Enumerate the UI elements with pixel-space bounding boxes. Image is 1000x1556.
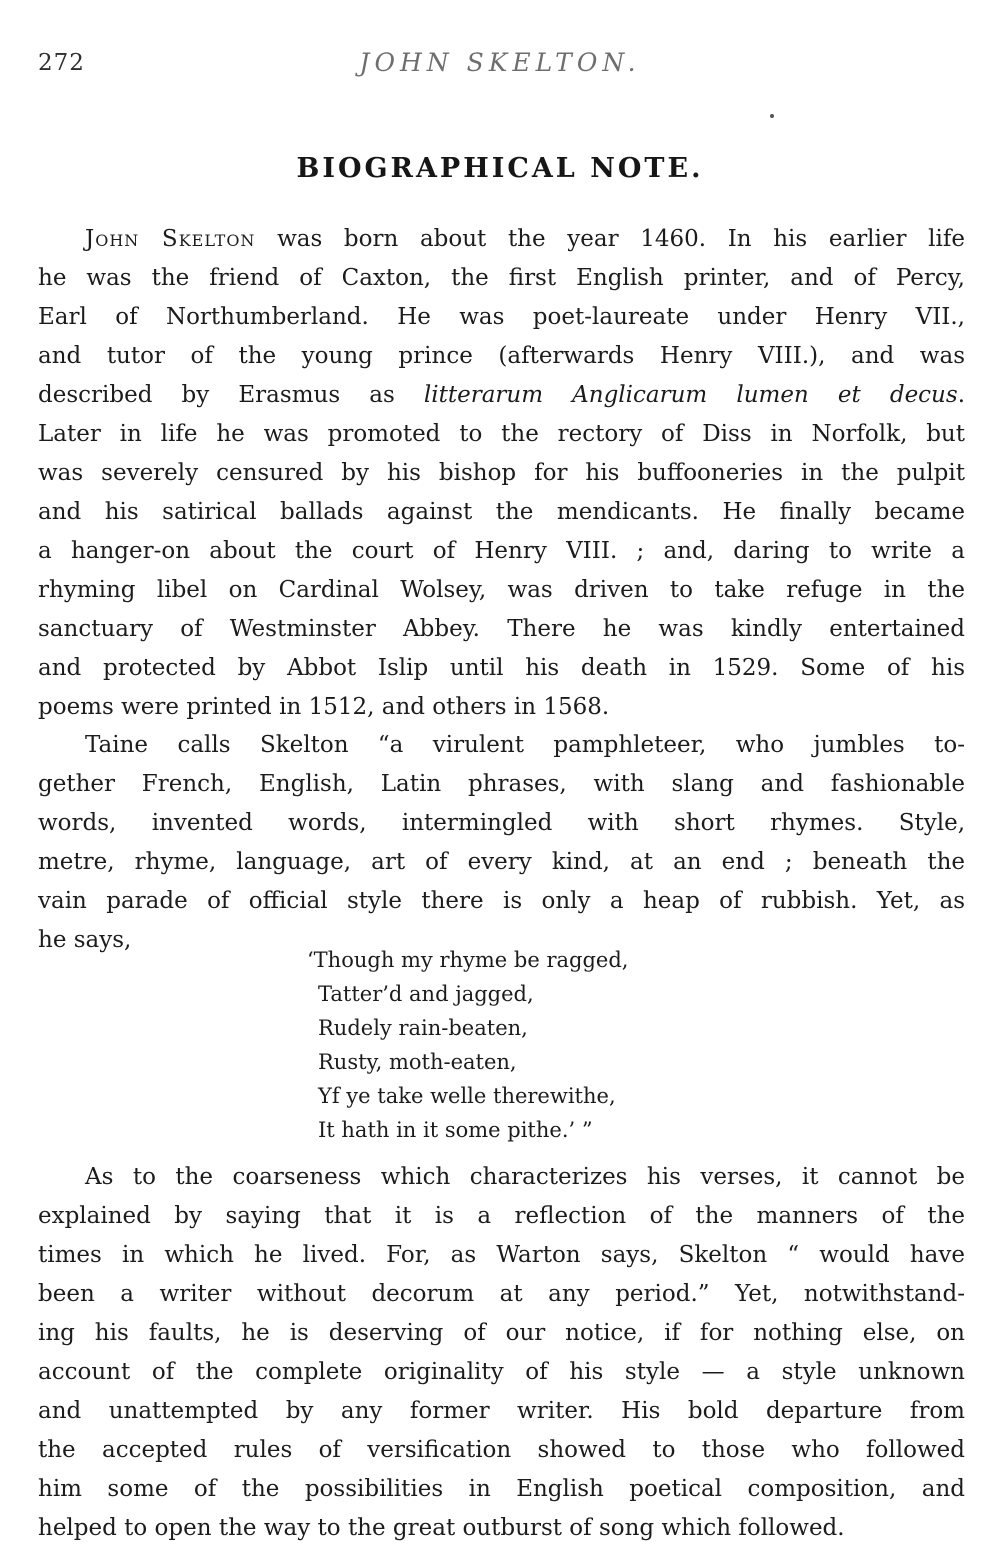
text-line: him some of the possibilities in English poetical composition, and: [38, 1476, 965, 1502]
text-segment: .: [957, 382, 965, 408]
text-segment: described by Erasmus as: [38, 382, 424, 408]
text-line: and his satirical ballads against the mendicants. He finally became: [38, 499, 965, 525]
text-line: Later in life he was promoted to the rectory of Diss in Norfolk, but: [38, 421, 965, 447]
text-line: he was the friend of Caxton, the first English printer, and of Percy,: [38, 265, 965, 291]
text-line: the accepted rules of versification showed to those who followed: [38, 1437, 965, 1463]
text-line: poems were printed in 1512, and others in 1568.: [38, 694, 610, 720]
text-line: [38, 220, 965, 259]
text-line: times in which he lived. For, as Warton says, Skelton “ would have: [38, 1242, 965, 1268]
scan-speck: [770, 114, 774, 118]
text-line: [38, 376, 965, 415]
text-line: As to the coarseness which characterizes his verses, it cannot be: [85, 1164, 965, 1190]
text-line: words, invented words, intermingled with short rhymes. Style,: [38, 810, 965, 836]
section-heading: BIOGRAPHICAL NOTE.: [296, 153, 704, 184]
text-line: a hanger-on about the court of Henry VIII. ; and, daring to write a: [38, 538, 965, 564]
paragraph-2: [38, 726, 965, 960]
italic-latin-phrase: litterarum Anglicarum lumen et decus: [423, 382, 958, 408]
page-number: 272: [38, 50, 85, 76]
text-line: and tutor of the young prince (afterwards Henry VIII.), and was: [38, 343, 965, 369]
text-line: Earl of Northumberland. He was poet-laureate under Henry VII.,: [38, 304, 965, 330]
text-line: vain parade of official style there is only a heap of rubbish. Yet, as: [38, 888, 965, 914]
text-line: ing his faults, he is deserving of our notice, if for nothing else, on: [38, 1320, 965, 1346]
text-line: rhyming libel on Cardinal Wolsey, was driven to take refuge in the: [38, 577, 965, 603]
text-line: explained by saying that it is a reflection of the manners of the: [38, 1203, 965, 1229]
paragraph-3: [38, 1158, 965, 1548]
verse-line: Tatter’d and jagged,: [318, 982, 534, 1006]
smallcaps-name: John Skelton: [85, 226, 256, 252]
text-line: was severely censured by his bishop for his buffooneries in the pulpit: [38, 460, 965, 486]
text-line: and unattempted by any former writer. His bold departure from: [38, 1398, 965, 1424]
verse-line: ‘Though my rhyme be ragged,: [307, 948, 629, 972]
verse-line: It hath in it some pithe.’ ”: [318, 1118, 593, 1142]
verse-quote: [307, 943, 628, 1147]
verse-line: Yf ye take welle therewithe,: [318, 1084, 616, 1108]
verse-line: Rusty, moth-eaten,: [318, 1050, 517, 1074]
text-segment: was born about the year 1460. In his earlier life: [255, 226, 965, 252]
text-line: Taine calls Skelton “a virulent pamphleteer, who jumbles to-: [85, 732, 965, 758]
text-line: and protected by Abbot Islip until his death in 1529. Some of his: [38, 655, 965, 681]
text-line: helped to open the way to the great outburst of song which followed.: [38, 1515, 845, 1541]
running-header: JOHN SKELTON.: [359, 48, 641, 77]
text-line: sanctuary of Westminster Abbey. There he was kindly entertained: [38, 616, 965, 642]
text-line: he says,: [38, 927, 132, 953]
text-line: account of the complete originality of his style — a style unknown: [38, 1359, 965, 1385]
paragraph-1: [38, 220, 965, 727]
text-line: gether French, English, Latin phrases, with slang and fashionable: [38, 771, 965, 797]
verse-line: Rudely rain-beaten,: [318, 1016, 528, 1040]
text-line: been a writer without decorum at any period.” Yet, notwithstand-: [38, 1281, 965, 1307]
text-line: metre, rhyme, language, art of every kind, at an end ; beneath the: [38, 849, 965, 875]
